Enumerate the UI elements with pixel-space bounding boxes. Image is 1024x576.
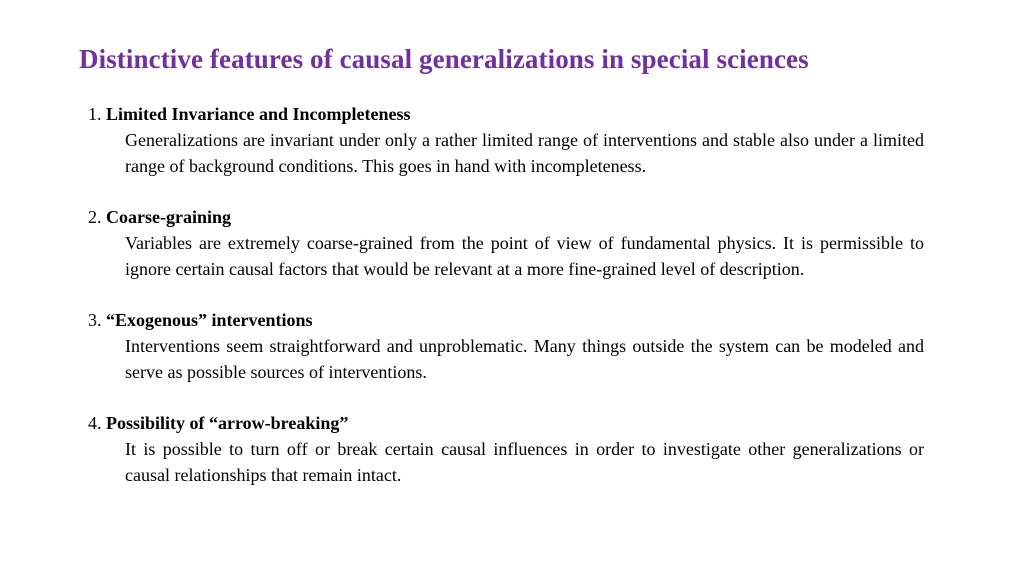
list-item (88, 307, 924, 385)
list-item (88, 204, 924, 282)
item-header (88, 204, 924, 230)
list-item (88, 101, 924, 179)
item-number: 3. (88, 310, 102, 330)
item-header (88, 307, 924, 333)
item-number: 2. (88, 207, 102, 227)
item-description: Interventions seem straightforward and unproblematic. Many things outside the system can be modeled and serve as possible sources of interventions. (125, 336, 924, 382)
item-number: 1. (88, 104, 102, 124)
slide-title: Distinctive features of causal generalizations in special sciences (79, 44, 809, 74)
item-description: Variables are extremely coarse-grained from the point of view of fundamental physics. It is permissible to ignore certain causal factors that would be relevant at a more fine-grained level of description. (125, 233, 924, 279)
feature-list (88, 101, 924, 513)
item-description: Generalizations are invariant under only a rather limited range of interventions and stable also under a limited range of background conditions. This goes in hand with incompleteness. (125, 130, 924, 176)
item-heading: Limited Invariance and Incompleteness (106, 104, 411, 124)
item-description: It is possible to turn off or break certain causal influences in order to investigate other generalizations or causal relationships that remain intact. (125, 439, 924, 485)
item-heading: Coarse-graining (106, 207, 231, 227)
item-heading: “Exogenous” interventions (106, 310, 313, 330)
item-heading: Possibility of “arrow-breaking” (106, 413, 349, 433)
item-header (88, 410, 924, 436)
item-number: 4. (88, 413, 102, 433)
list-item (88, 410, 924, 488)
item-header (88, 101, 924, 127)
